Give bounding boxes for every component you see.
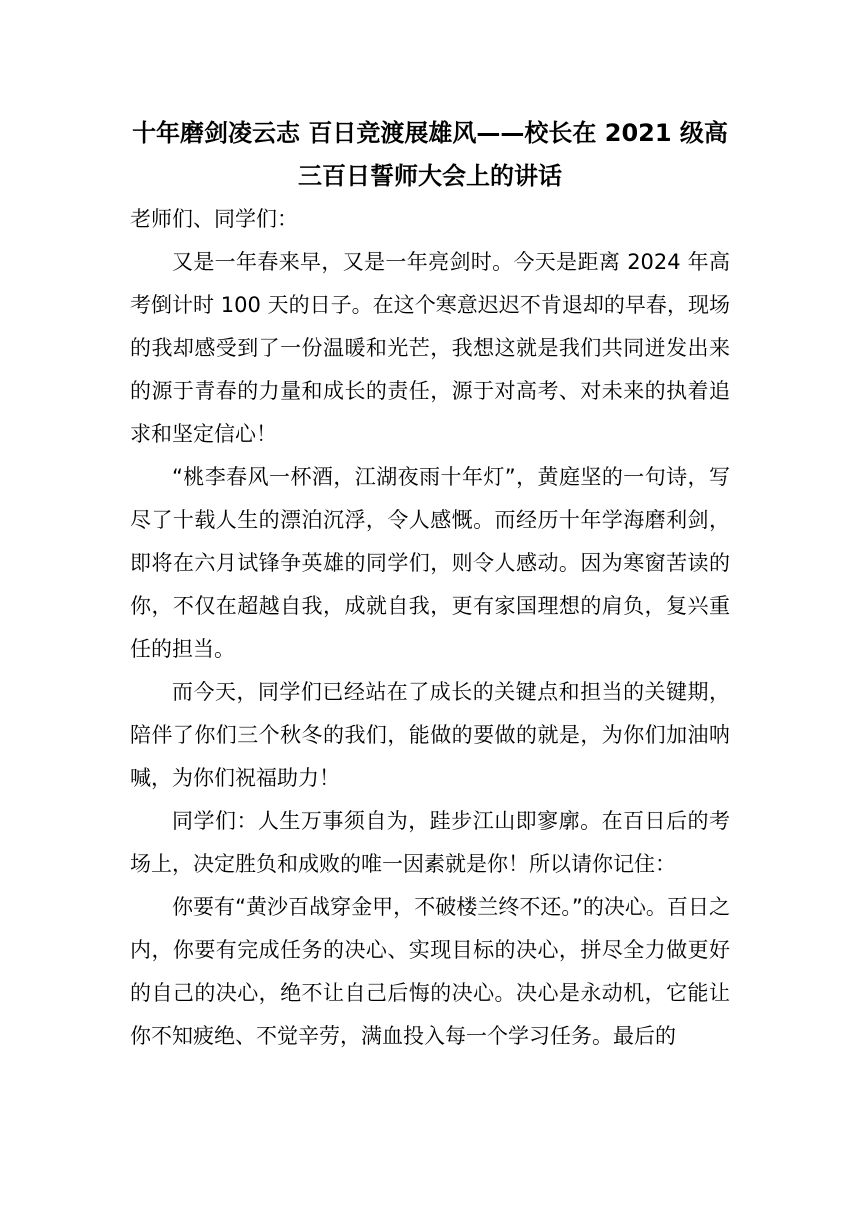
paragraph-5: 你要有“黄沙百战穿金甲，不破楼兰终不还。”的决心。百日之内，你要有完成任务的决心、实现目标的决心，拼尽全力做更好的自己的决心，绝不让自己后悔的决心。决心是永动机，它能让你不知疲绝、不觉辛劳，满血投入每一个学习任务。最后的 <box>130 895 730 1048</box>
document-title: 十年磨剑凌云志 百日竞渡展雄风——校长在 2021 级高三百日誓师大会上的讲话 <box>132 119 728 190</box>
paragraph-2: “桃李春风一杯酒，江湖夜雨十年灯”，黄庭坚的一句诗，写尽了十载人生的漂泊沉浮，令人感慨。而经历十年学海磨利剑，即将在六月试锋争英雄的同学们，则令人感动。因为寒窗苦读的你，不仅在超越自我，成就自我，更有家国理想的肩负，复兴重任的担当。 <box>130 465 730 661</box>
salutation: 老师们、同学们： <box>130 207 298 231</box>
paragraph-1: 又是一年春来早，又是一年亮剑时。今天是距离 2024 年高考倒计时 100 天的日子。在这个寒意迟迟不肯退却的早春，现场的我却感受到了一份温暖和光芒，我想这就是我们共同迸发出来的源于青春的力量和成长的责任，源于对高考、对未来的执着追求和坚定信心！ <box>130 250 730 446</box>
paragraph-3: 而今天，同学们已经站在了成长的关键点和担当的关键期，陪伴了你们三个秋冬的我们，能做的要做的就是，为你们加油呐喊，为你们祝福助力！ <box>130 680 730 790</box>
document-body <box>130 198 730 1058</box>
paragraph-4: 同学们：人生万事须自为，跬步江山即寥廓。在百日后的考场上，决定胜负和成败的唯一因素就是你！所以请你记住： <box>130 809 730 876</box>
